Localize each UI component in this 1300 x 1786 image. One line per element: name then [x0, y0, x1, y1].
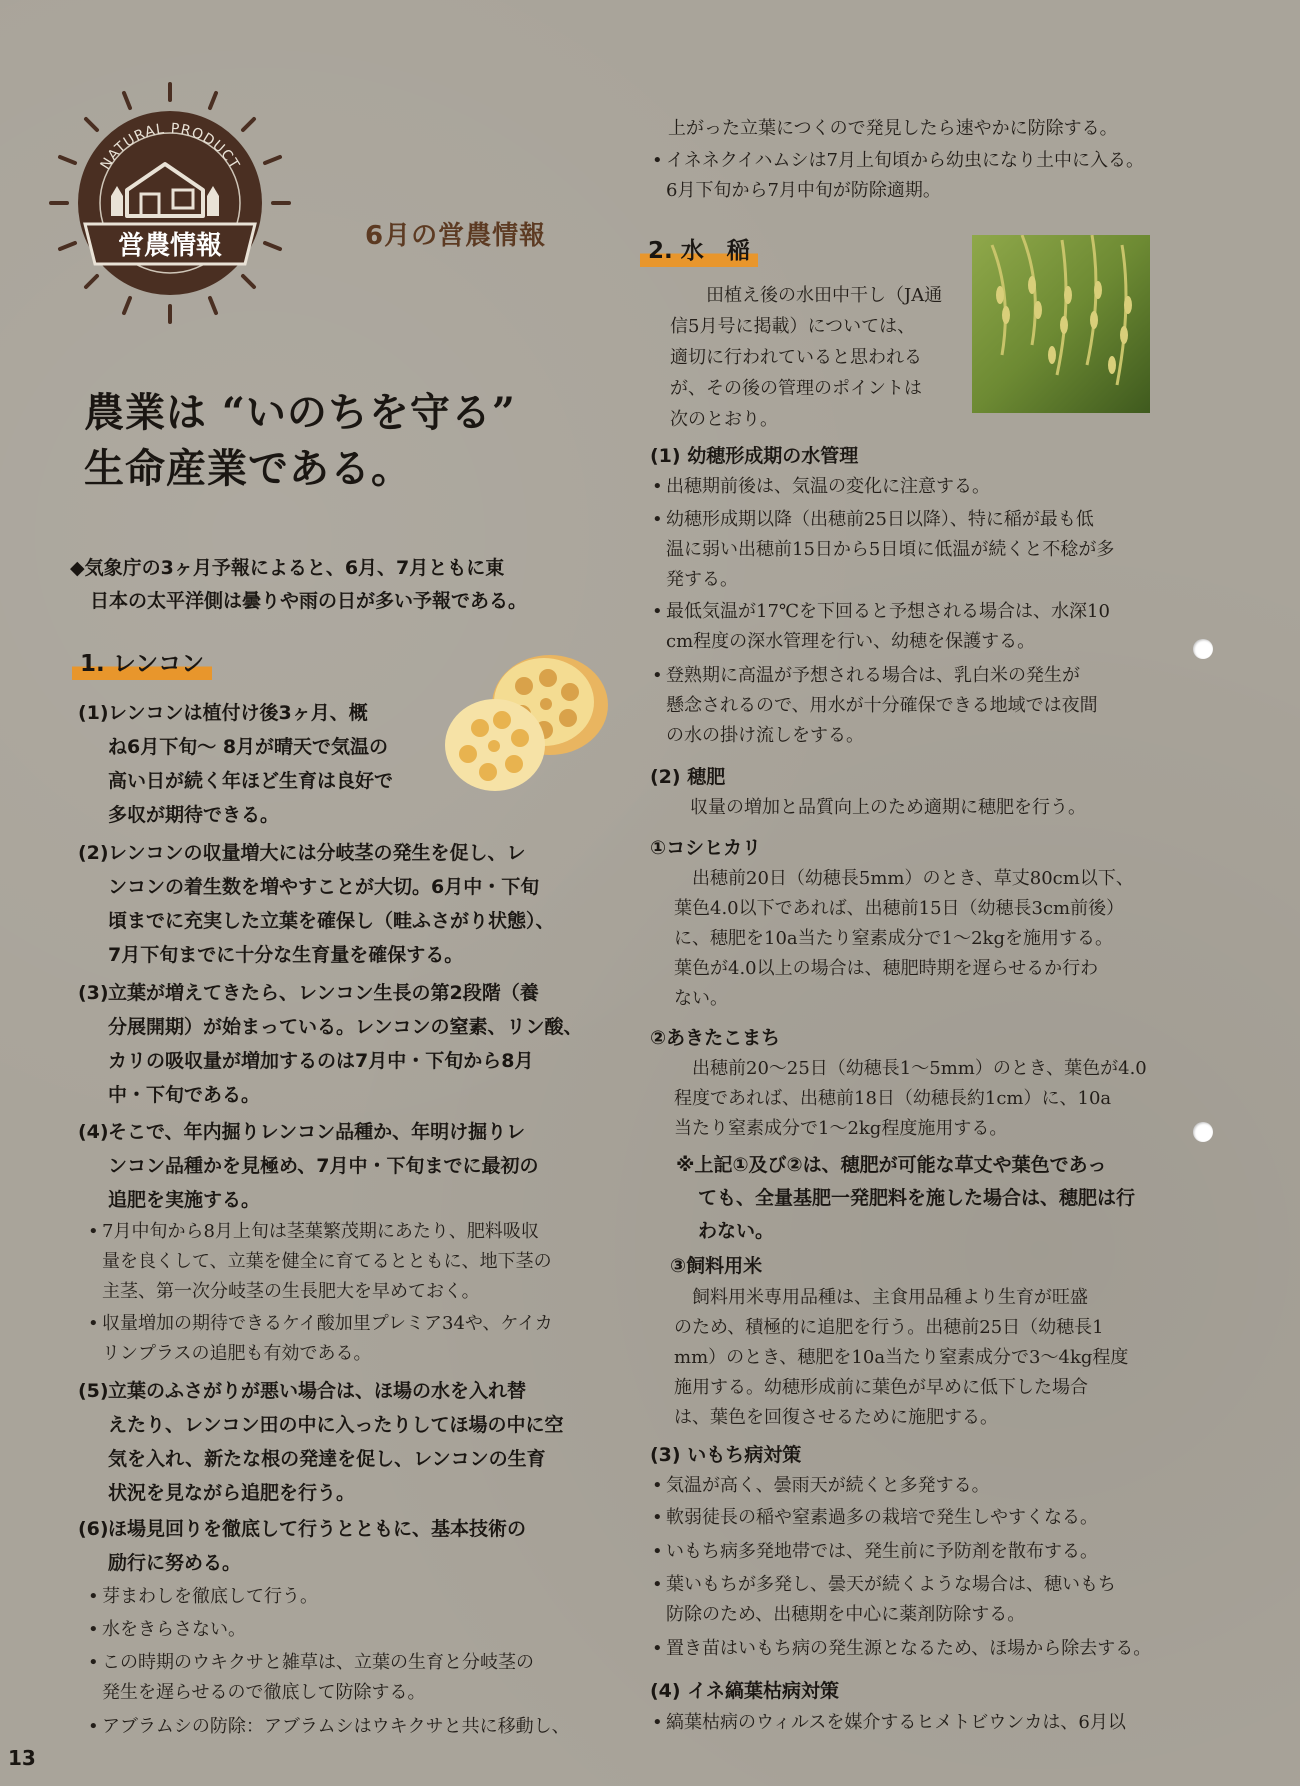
renkon-item-4: (4) そこで、年内掘りレンコン品種か、年明け掘りレ ンコン品種かを見極め、7月中・下旬までに最初の 追肥を実施する。	[78, 1121, 539, 1211]
suito-s3-bullet: • 軟弱徒長の稲や窒素過多の栽培で発生しやすくなる。	[652, 1507, 1098, 1528]
suito-s1-bullet: • 出穂期前後は、気温の変化に注意する。	[652, 476, 990, 497]
suito-s3-bullet: • 置き苗はいもち病の発生源となるため、ほ場から除去する。	[652, 1638, 1152, 1659]
koshihikari-title: ①コシヒカリ	[650, 837, 762, 859]
eino-joho-badge	[45, 78, 295, 328]
binder-hole	[1193, 639, 1213, 659]
renkon-bullet: • この時期のウキクサと雑草は、立葉の生育と分岐茎の 発生を遅らせるので徹底して防除する。	[88, 1652, 534, 1703]
renkon-item-1: (1) レンコンは植付け後3ヶ月、概 ね6月下旬〜 8月が晴天で気温の 高い日が続く年ほど生育は良好で 多収が期待できる。	[78, 702, 394, 826]
shiryoyomai-text: 飼料用米専用品種は、主食用品種より生育が旺盛 のため、積極的に追肥を行う。出穂前25日（幼穂長1 mm）のとき、穂肥を10a当たり窒素成分で3〜4kg程度 施用する。幼穂形成前に葉色が早めに低下した場合 は、葉色を回復させるために施肥する。	[674, 1287, 1129, 1428]
suito-s2-title: (2) 穂肥	[650, 766, 726, 788]
renkon-bullet: • 水をきらさない。	[88, 1619, 246, 1640]
headline-line1: 農業は “いのちを守る”	[84, 389, 516, 436]
akitakomachi-text: 出穂前20〜25日（幼穂長1〜5mm）のとき、葉色が4.0 程度であれば、出穂前18日（幼穂長約1cm）に、10a 当たり窒素成分で1〜2kg程度施用する。	[674, 1058, 1147, 1139]
intro-text	[70, 552, 580, 618]
month-title: 6月の営農情報	[365, 221, 547, 251]
lotus-root-image	[440, 650, 615, 795]
suito-s2-text: 収量の増加と品質向上のため適期に穂肥を行う。	[690, 797, 1086, 818]
topdress-note: ※上記①及び②は、穂肥が可能な草丈や葉色であっ ても、全量基肥一発肥料を施した場合は、穂肥は行 わない。	[676, 1154, 1136, 1242]
suito-s4-bullet: • 縞葉枯病のウィルスを媒介するヒメトビウンカは、6月以	[652, 1712, 1126, 1733]
intro-line1: ◆気象庁の3ヶ月予報によると、6月、7月ともに東	[70, 557, 505, 579]
suito-s4-title: (4) イネ縞葉枯病対策	[650, 1680, 840, 1702]
headline	[84, 385, 516, 497]
renkon-item-6: (6) ほ場見回りを徹底して行うとともに、基本技術の 励行に努める。	[78, 1518, 527, 1574]
suito-s3-bullet: • 気温が高く、曇雨天が続くと多発する。	[652, 1475, 990, 1496]
suito-s3-title: (3) いもち病対策	[650, 1444, 802, 1466]
renkon-bullet: • 7月中旬から8月上旬は茎葉繁茂期にあたり、肥料吸収 量を良くして、立葉を健全に育てるとともに、地下茎の 主茎、第一次分岐茎の生長肥大を早めておく。	[88, 1221, 552, 1302]
rice-plant-image	[972, 235, 1150, 413]
renkon-item-5: (5) 立葉のふさがりが悪い場合は、ほ場の水を入れ替 えたり、レンコン田の中に入ったりしてほ場の中に空 気を入れ、新たな根の発達を促し、レンコンの生育 状況を見ながら追肥を行う。	[78, 1380, 564, 1504]
suito-s1-bullet: • 幼穂形成期以降（出穂前25日以降）、特に稲が最も低 温に弱い出穂前15日から5日頃に低温が続くと不稔が多 発する。	[652, 509, 1115, 590]
badge-arc-text: NATURAL PRODUCT	[97, 120, 243, 173]
section-suito-heading: 2. 水 稲	[640, 232, 758, 267]
suito-intro: 田植え後の水田中干し（JA通 信5月号に掲載）については、 適切に行われていると思われる が、その後の管理のポイントは 次のとおり。	[670, 285, 943, 430]
renkon-bullet: • アブラムシの防除：アブラムシはウキクサと共に移動し、	[88, 1716, 570, 1737]
headline-line2: 生命産業である。	[84, 445, 412, 492]
page-number: 13	[8, 1746, 36, 1770]
suito-s3-bullet: • 葉いもちが多発し、曇天が続くような場合は、穂いもち 防除のため、出穂期を中心に薬剤防除する。	[652, 1574, 1116, 1625]
inenekui-bullet: • イネネクイハムシは7月上旬頃から幼虫になり土中に入る。 6月下旬から7月中旬が防除適期。	[652, 150, 1145, 201]
aphid-continuation: 上がった立葉につくので発見したら速やかに防除する。	[668, 118, 1118, 139]
koshihikari-text: 出穂前20日（幼穂長5mm）のとき、草丈80cm以下、 葉色4.0以下であれば、出穂前15日（幼穂長3cm前後） に、穂肥を10a当たり窒素成分で1〜2kgを施用する。 葉色が4.0以上の場合は、穂肥時期を遅らせるか行わ ない。	[674, 868, 1134, 1009]
suito-s3-bullet: • いもち病多発地帯では、発生前に予防剤を散布する。	[652, 1541, 1098, 1562]
section-renkon-heading: 1. レンコン	[72, 645, 212, 680]
badge-label: 営農情報	[117, 231, 223, 261]
binder-hole	[1193, 1122, 1213, 1142]
intro-line2: 日本の太平洋側は曇りや雨の日が多い予報である。	[90, 590, 528, 612]
renkon-bullet: • 芽まわしを徹底して行う。	[88, 1586, 318, 1607]
akitakomachi-title: ②あきたこまち	[650, 1027, 781, 1049]
suito-s1-bullet: • 最低気温が17℃を下回ると予想される場合は、水深10 cm程度の深水管理を行い、幼穂を保護する。	[652, 601, 1110, 652]
renkon-item-3: (3) 立葉が増えてきたら、レンコン生長の第2段階（養 分展開期）が始まっている。レンコンの窒素、リン酸、 カリの吸収量が増加するのは7月中・下旬から8月 中・下旬である。	[78, 982, 583, 1106]
renkon-bullet: • 収量増加の期待できるケイ酸加里プレミア34や、ケイカ リンプラスの追肥も有効である。	[88, 1313, 553, 1364]
suito-s1-title: (1) 幼穂形成期の水管理	[650, 445, 859, 467]
suito-s1-bullet: • 登熟期に高温が予想される場合は、乳白米の発生が 懸念されるので、用水が十分確保できる地域では夜間 の水の掛け流しをする。	[652, 665, 1098, 746]
renkon-item-2: (2) レンコンの収量増大には分岐茎の発生を促し、レ ンコンの着生数を増やすことが大切。6月中・下旬 頃までに充実した立葉を確保し（畦ふさがり状態）、 7月下旬までに十分な生育量を確保する。	[78, 842, 555, 966]
shiryoyomai-title: ③飼料用米	[670, 1255, 763, 1277]
